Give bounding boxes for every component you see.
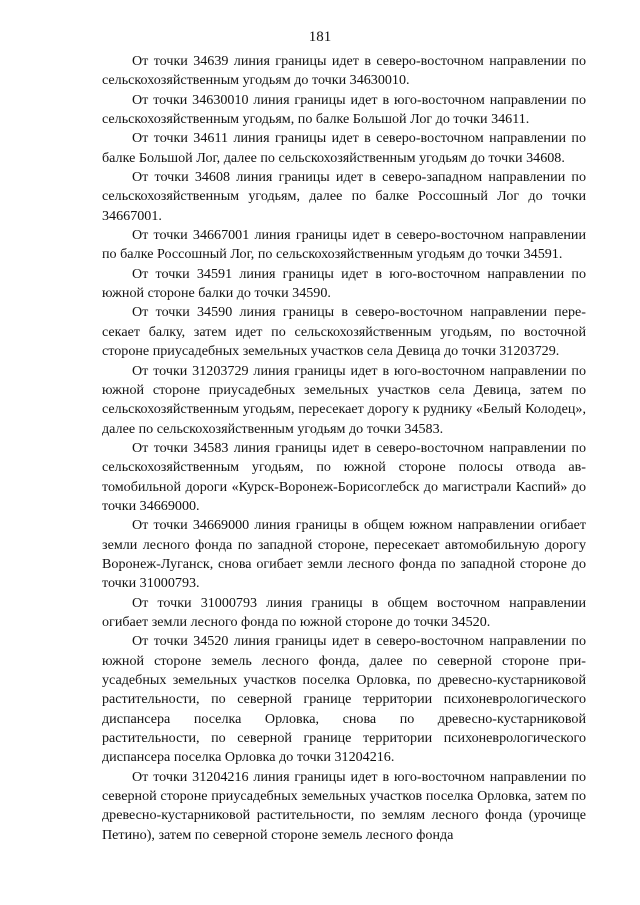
paragraph: От точки 31000793 линия границы в общем восточном направлении огибает земли лесного фонда по южной стороне до точки 34520. (102, 594, 586, 630)
paragraph: От точки 34583 линия границы идет в северо-восточном направлении по сельскохозяйственным угодьям, по южной стороне полосы отвода автомобильной дороги «Курск-Воронеж-Борисоглебск до магистрали Каспий» до точки 34669000. (102, 439, 586, 514)
paragraph: От точки 31203729 линия границы идет в юго-восточном направлении по южной стороне приусадебных земельных участков села Девица, затем по сельскохозяйственным угодьям, пересекает дорогу к руднику «Белый Колодец», далее по сельскохозяйственным угодьям до точки 34583. (102, 362, 586, 437)
paragraph: От точки 34590 линия границы в северо-восточном направлении пересекает балку, затем идет по сельскохозяйственным угодьям, по восточной стороне приусадебных земельных участков села Девица до точки 31203729. (102, 304, 586, 360)
page-number: 181 (308, 29, 332, 45)
paragraph: От точки 34520 линия границы идет в северо-восточном направлении по южной стороне земель лесного фонда, далее по северной стороне приусадебных земельных участков поселка Орловка, по древесно-кустарниковой растительности, по северной границе территории психоневрологического диспансера поселка Орловка, снова по древесно-кустарниковой растительности, по северной границе территории психоневрологического диспансера поселка Орловка до точки 31204216. (102, 633, 586, 766)
paragraph: От точки 34591 линия границы идет в юго-восточном направлении по южной стороне балки до точки 34590. (102, 265, 586, 302)
paragraph: От точки 34630010 линия границы идет в юго-восточном направлении по сельскохозяйственным угодьям, по балке Большой Лог до точки 34611. (102, 91, 586, 128)
paragraph: От точки 34669000 линия границы в общем южном направлении огибает земли лесного фонда по западной стороне, пересекает автомобильную дорогу Воронеж-Луганск, снова огибает земли лесного фонда по западной стороне до точки 31000793. (102, 517, 586, 592)
paragraph: От точки 34667001 линия границы идет в северо-восточном направлении по балке Россошный Лог, по сельскохозяйственным угодьям до точки 34591. (102, 227, 586, 263)
paragraph: От точки 34608 линия границы идет в северо-западном направлении по сельскохозяйственным угодьям, далее по балке Россошный Лог до точки 34667001. (102, 169, 586, 224)
paragraph: От точки 31204216 линия границы идет в юго-восточном направлении по северной стороне приусадебных земельных участков поселка Орловка, затем по древесно-кустарниковой растительности, по землям лесного фонда (урочище Петино), затем по северной стороне земель лесного фонда (102, 768, 586, 843)
paragraph: От точки 34639 линия границы идет в северо-восточном направлении по сельскохозяйственным угодьям до точки 34630010. (102, 53, 586, 89)
document-body (102, 52, 586, 845)
paragraph: От точки 34611 линия границы идет в северо-восточном направлении по балке Большой Лог, далее по сельскохозяйственным угодьям до точки 34608. (102, 130, 586, 166)
